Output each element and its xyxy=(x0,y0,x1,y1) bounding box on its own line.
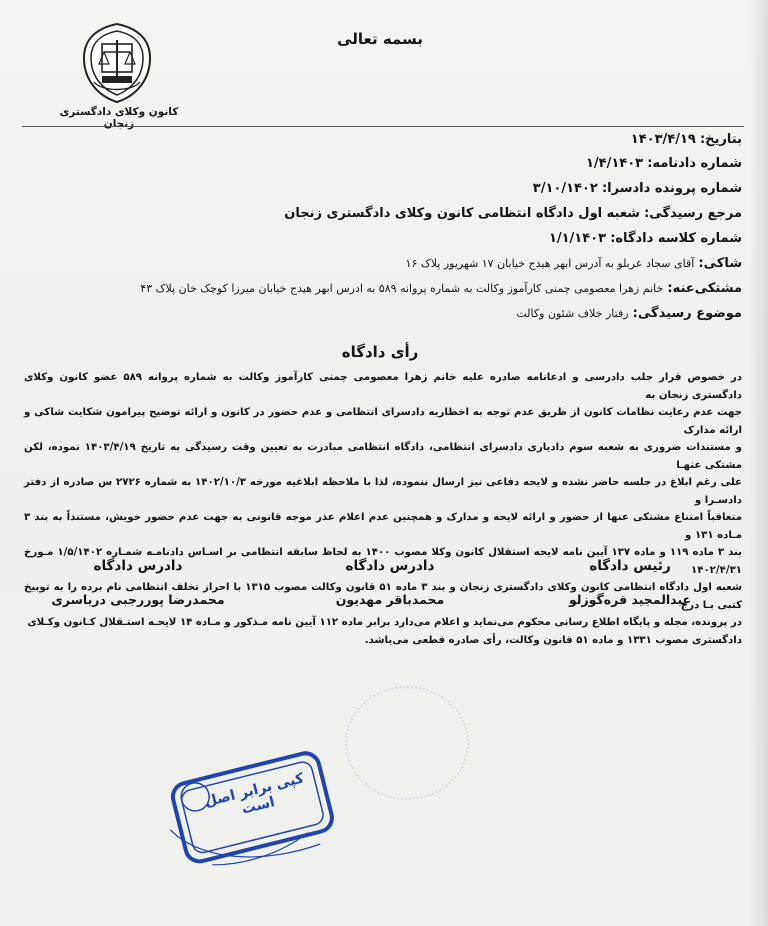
meta-plaintiff xyxy=(42,256,742,271)
verdict-title: رأی دادگاه xyxy=(341,343,419,361)
meta-label: بتاریخ: xyxy=(699,132,742,147)
meta-case-number xyxy=(42,181,742,196)
verdict-line: شعبه اول دادگاه انتظامی کانون وکلای دادگستری زنجان و بند ۳ ماده ۵۱ قانون وکالت مصوب ۱۳۱۵ با احراز تخلف انتظامی نام برده را به توبیخ کتبی بـا درج xyxy=(24,582,742,611)
meta-value: ۱/۱/۱۴۰۳ xyxy=(548,231,607,246)
meta-label: شاکی: xyxy=(698,256,742,271)
faint-round-seal-icon xyxy=(345,686,469,800)
meta-value: رفتار خلاف شئون وکالت xyxy=(516,307,629,320)
document-heading: بسمه تعالی xyxy=(337,30,423,48)
meta-label: شماره پرونده دادسرا: xyxy=(601,181,742,196)
meta-value: ۱۴۰۳/۴/۱۹ xyxy=(630,132,696,147)
organization-name: کانون وکلای دادگستری زنجان xyxy=(59,106,179,130)
meta-label: مشتکی‌عنه: xyxy=(667,281,742,296)
verdict-body xyxy=(24,369,742,649)
signature-court-president xyxy=(520,558,740,607)
signature-name: عبدالمجید قره‌گوزلو xyxy=(568,592,692,607)
header-divider xyxy=(22,126,744,127)
signature-judge-1 xyxy=(280,558,500,607)
verdict-line: متعاقباً امتناع مشتکی عنها از حضور و ارائه لایحه و مدارک و همچنین عدم اعلام عذر موجه قانونی به جهت عدم حضور خویش، مستنداً به بند ۳ مـاده ۱۳۱ و xyxy=(24,512,742,541)
certified-copy-stamp xyxy=(148,730,352,890)
signature-judge-2 xyxy=(28,558,248,607)
meta-value: آقای سجاد عربلو به آدرس ابهر هیدج خیابان ۱۷ شهریور پلاک ۱۶ xyxy=(405,257,695,270)
signature-role: دادرس دادگاه xyxy=(345,558,435,574)
bar-association-emblem-icon xyxy=(78,22,156,104)
meta-subject xyxy=(42,306,742,321)
verdict-line: علی رغم ابلاغ در جلسه حاضر نشده و لایحه دفاعی نیز ارسال ننموده، لذا با ملاحظه ابلاغیه مورخه ۱۴۰۲/۱۰/۳ به شماره ۲۷۲۶ س صادره از دفتر دادسـرا و xyxy=(24,477,742,506)
verdict-line: دادگستری مصوب ۱۳۳۱ و ماده ۵۱ قانون وکالت، رأی صادره قطعی می‌باشد. xyxy=(364,634,742,646)
meta-date xyxy=(42,132,742,147)
meta-verdict-number xyxy=(42,156,742,171)
meta-value: خانم زهرا معصومی چمنی کارآموز وکالت به شماره پروانه ۵۸۹ به ادرس ابهر هیدج خیابان میرزا کوچک خان پلاک ۴۳ xyxy=(140,282,664,295)
signature-name: محمدرضا پوررجبی دریاسری xyxy=(51,592,225,607)
signature-role: دادرس دادگاه xyxy=(93,558,183,574)
meta-defendant xyxy=(42,281,742,296)
signature-name: محمدباقر مهدیون xyxy=(335,592,445,607)
stamp-text: کپی برابر اصل است xyxy=(203,770,306,818)
meta-value: ۱/۴/۱۴۰۳ xyxy=(585,156,644,171)
meta-label: موضوع رسیدگی: xyxy=(632,306,742,321)
verdict-line: بند ۳ ماده ۱۱۹ و ماده ۱۳۷ آیین نامه لایحه استقلال کانون وکلا مصوب ۱۴۰۰ به لحاظ سابقه انتظامی بر اسـاس دادنامـه شمـاره ۱/۵/۱۴۰۲ مـورخ ۱۴۰۲/۴/۳۱ xyxy=(24,547,743,576)
verdict-line: و مستندات ضروری به شعبه سوم دادیاری دادسرای انتظامی، دادگاه انتظامی مبادرت به تعیین وقت رسیدگی به تاریخ ۱۴۰۳/۴/۱۹ نموده، لکن مشتکی عنهـا xyxy=(24,442,742,471)
verdict-line: در پرونده، مجله و پایگاه اطلاع رسانی محکوم می‌نماید و اعلام می‌دارد برابر ماده ۱۱۲ آیین نامه مـذکور و مـاده ۱۴ لایحـه استـقلال کـانون وکـلای xyxy=(27,617,742,628)
verdict-line: در خصوص قرار جلب دادرسی و ادعانامه صادره علیه خانم زهرا معصومی چمنی کارآموز وکالت به شماره پروانه ۵۸۹ عضو کانون وکلای دادگستری زنجان به xyxy=(24,372,742,401)
meta-label: شماره دادنامه: xyxy=(647,156,742,171)
meta-value: ۳/۱۰/۱۴۰۲ xyxy=(532,181,598,196)
meta-value: شعبه اول دادگاه انتظامی کانون وکلای دادگستری زنجان xyxy=(284,206,640,221)
meta-court-class-number xyxy=(42,231,742,246)
meta-authority xyxy=(42,206,742,221)
meta-label: شماره کلاسه دادگاه: xyxy=(610,231,742,246)
verdict-line: جهت عدم رعایت نظامات کانون از طریق عدم توجه به اخطاریه دادسرای انتظامی و عدم حضور در کانون و ارائه توضیح پیرامون شکایت شاکی و ارائه مدارک xyxy=(24,407,742,436)
signature-role: رئیس دادگاه xyxy=(589,558,671,574)
meta-label: مرجع رسیدگی: xyxy=(644,206,742,221)
